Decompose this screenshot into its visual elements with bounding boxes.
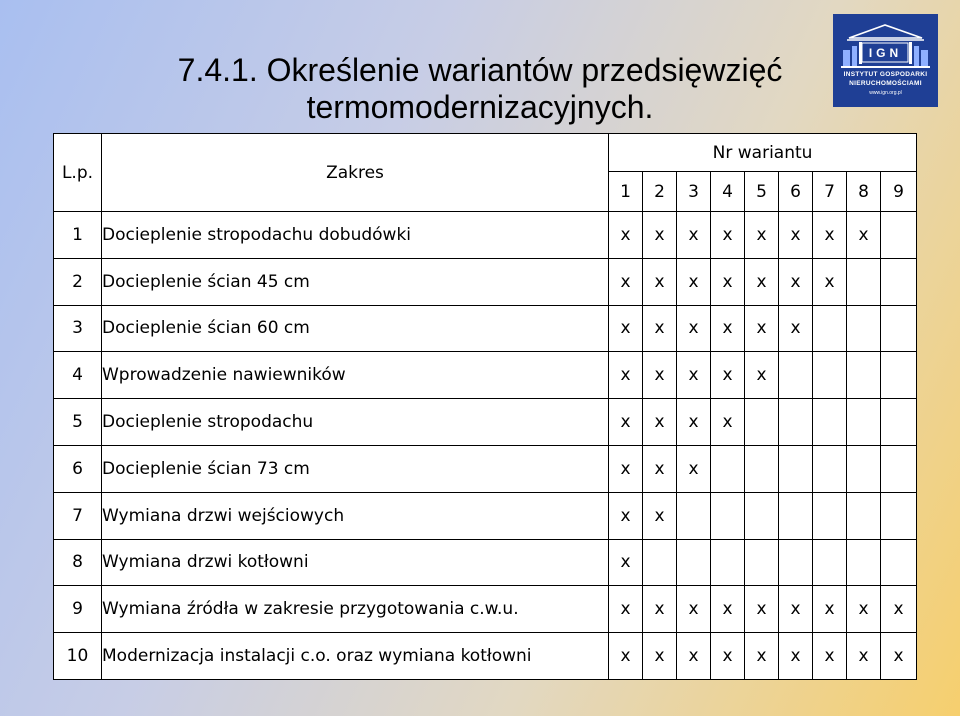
variant-mark-cell: x xyxy=(813,633,847,680)
header-lp: L.p. xyxy=(54,134,102,212)
variant-mark-cell xyxy=(813,492,847,539)
table-row xyxy=(54,539,917,586)
variant-mark-cell: x xyxy=(609,258,643,305)
variant-mark-cell xyxy=(745,492,779,539)
variant-mark-cell: x xyxy=(609,212,643,259)
variant-mark-cell: x xyxy=(711,352,745,399)
row-scope: Docieplenie ścian 73 cm xyxy=(102,445,609,492)
row-number: 10 xyxy=(54,633,102,680)
variant-mark-cell: x xyxy=(745,633,779,680)
row-scope: Docieplenie stropodachu xyxy=(102,399,609,446)
variant-mark-cell xyxy=(847,305,881,352)
variant-mark-cell xyxy=(847,352,881,399)
variant-mark-cell xyxy=(813,305,847,352)
variant-mark-cell: x xyxy=(609,586,643,633)
variant-mark-cell: x xyxy=(643,633,677,680)
variant-mark-cell xyxy=(711,539,745,586)
variants-table xyxy=(53,133,917,680)
variant-mark-cell xyxy=(779,492,813,539)
variant-mark-cell xyxy=(745,539,779,586)
row-scope: Docieplenie stropodachu dobudówki xyxy=(102,212,609,259)
variant-mark-cell xyxy=(779,445,813,492)
variant-mark-cell: x xyxy=(847,212,881,259)
variant-mark-cell xyxy=(847,399,881,446)
variant-mark-cell xyxy=(881,399,917,446)
variant-mark-cell xyxy=(745,445,779,492)
variant-mark-cell: x xyxy=(643,305,677,352)
variant-mark-cell xyxy=(847,539,881,586)
variant-mark-cell: x xyxy=(711,305,745,352)
row-number: 4 xyxy=(54,352,102,399)
variant-mark-cell: x xyxy=(677,212,711,259)
variant-mark-cell: x xyxy=(745,305,779,352)
variant-mark-cell: x xyxy=(779,633,813,680)
table-row xyxy=(54,586,917,633)
variant-mark-cell: x xyxy=(609,633,643,680)
row-number: 5 xyxy=(54,399,102,446)
table-row xyxy=(54,492,917,539)
slide-title-line-2: termomodernizacyjnych. xyxy=(306,89,654,125)
variant-mark-cell xyxy=(711,445,745,492)
variant-mark-cell: x xyxy=(643,212,677,259)
table-row xyxy=(54,352,917,399)
variant-mark-cell: x xyxy=(677,633,711,680)
variant-mark-cell xyxy=(813,352,847,399)
header-scope: Zakres xyxy=(102,134,609,212)
variant-mark-cell: x xyxy=(813,212,847,259)
variant-mark-cell: x xyxy=(779,305,813,352)
logo-text-line-2: NIERUCHOMOŚCIAMI xyxy=(849,80,922,87)
variant-mark-cell: x xyxy=(711,586,745,633)
variant-mark-cell: x xyxy=(643,586,677,633)
slide-title-line-1: 7.4.1. Określenie wariantów przedsięwzięć xyxy=(177,52,783,88)
table-row xyxy=(54,399,917,446)
variant-mark-cell xyxy=(881,352,917,399)
variant-mark-cell: x xyxy=(881,586,917,633)
variant-mark-cell xyxy=(847,258,881,305)
row-number: 1 xyxy=(54,212,102,259)
variant-mark-cell: x xyxy=(711,399,745,446)
variant-mark-cell: x xyxy=(745,258,779,305)
header-variant-1: 1 xyxy=(609,172,643,212)
row-scope: Wprowadzenie nawiewników xyxy=(102,352,609,399)
variant-mark-cell: x xyxy=(643,492,677,539)
variant-mark-cell: x xyxy=(745,586,779,633)
variant-mark-cell xyxy=(881,258,917,305)
variant-mark-cell xyxy=(847,445,881,492)
variant-mark-cell: x xyxy=(881,633,917,680)
ign-logo xyxy=(833,14,938,107)
variant-mark-cell xyxy=(847,492,881,539)
variant-mark-cell xyxy=(779,539,813,586)
variant-mark-cell: x xyxy=(609,445,643,492)
variant-mark-cell: x xyxy=(677,399,711,446)
row-scope: Docieplenie ścian 45 cm xyxy=(102,258,609,305)
variant-mark-cell: x xyxy=(609,305,643,352)
header-variant-5: 5 xyxy=(745,172,779,212)
variant-mark-cell xyxy=(881,305,917,352)
variant-mark-cell: x xyxy=(677,352,711,399)
variant-mark-cell: x xyxy=(813,586,847,633)
row-number: 7 xyxy=(54,492,102,539)
table-row xyxy=(54,258,917,305)
variant-mark-cell: x xyxy=(677,586,711,633)
variant-mark-cell xyxy=(745,399,779,446)
variant-mark-cell: x xyxy=(745,212,779,259)
slide-title xyxy=(150,52,810,126)
variant-mark-cell: x xyxy=(711,633,745,680)
variant-mark-cell xyxy=(711,492,745,539)
variant-mark-cell: x xyxy=(779,212,813,259)
variant-mark-cell xyxy=(881,445,917,492)
variant-mark-cell: x xyxy=(609,352,643,399)
header-variant-9: 9 xyxy=(881,172,917,212)
table-row xyxy=(54,305,917,352)
variant-mark-cell xyxy=(677,492,711,539)
variant-mark-cell: x xyxy=(779,258,813,305)
variant-mark-cell xyxy=(881,539,917,586)
variant-mark-cell xyxy=(813,539,847,586)
header-variant-2: 2 xyxy=(643,172,677,212)
table-row xyxy=(54,445,917,492)
header-variant-3: 3 xyxy=(677,172,711,212)
variant-mark-cell: x xyxy=(677,258,711,305)
row-scope: Wymiana źródła w zakresie przygotowania c.w.u. xyxy=(102,586,609,633)
row-number: 9 xyxy=(54,586,102,633)
variant-mark-cell: x xyxy=(745,352,779,399)
variant-mark-cell: x xyxy=(813,258,847,305)
logo-badge: IGN xyxy=(868,46,903,60)
row-scope: Docieplenie ścian 60 cm xyxy=(102,305,609,352)
header-variant-7: 7 xyxy=(813,172,847,212)
variant-mark-cell: x xyxy=(847,633,881,680)
variant-mark-cell: x xyxy=(711,212,745,259)
variant-mark-cell xyxy=(643,539,677,586)
row-scope: Wymiana drzwi wejściowych xyxy=(102,492,609,539)
variant-mark-cell xyxy=(677,539,711,586)
row-number: 8 xyxy=(54,539,102,586)
row-scope: Wymiana drzwi kotłowni xyxy=(102,539,609,586)
row-number: 3 xyxy=(54,305,102,352)
variant-mark-cell: x xyxy=(643,445,677,492)
variant-mark-cell xyxy=(779,399,813,446)
row-number: 2 xyxy=(54,258,102,305)
variant-mark-cell: x xyxy=(677,305,711,352)
variant-mark-cell xyxy=(881,212,917,259)
variant-mark-cell: x xyxy=(643,352,677,399)
variant-mark-cell: x xyxy=(711,258,745,305)
building-logo-icon xyxy=(841,22,930,70)
variant-mark-cell: x xyxy=(643,258,677,305)
header-variant-8: 8 xyxy=(847,172,881,212)
row-scope: Modernizacja instalacji c.o. oraz wymiana kotłowni xyxy=(102,633,609,680)
table-row xyxy=(54,212,917,259)
logo-text-line-1: INSTYTUT GOSPODARKI xyxy=(843,71,928,78)
variant-mark-cell: x xyxy=(677,445,711,492)
variant-mark-cell xyxy=(881,492,917,539)
variant-mark-cell xyxy=(813,445,847,492)
variant-mark-cell: x xyxy=(643,399,677,446)
logo-url: www.ign.org.pl xyxy=(869,90,902,96)
variant-mark-cell: x xyxy=(779,586,813,633)
table-row xyxy=(54,633,917,680)
header-variant-4: 4 xyxy=(711,172,745,212)
header-variant-6: 6 xyxy=(779,172,813,212)
variant-mark-cell xyxy=(779,352,813,399)
header-variant-group: Nr wariantu xyxy=(609,134,917,172)
variant-mark-cell: x xyxy=(609,492,643,539)
variant-mark-cell: x xyxy=(609,399,643,446)
variant-mark-cell xyxy=(813,399,847,446)
variant-mark-cell: x xyxy=(609,539,643,586)
row-number: 6 xyxy=(54,445,102,492)
variant-mark-cell: x xyxy=(847,586,881,633)
